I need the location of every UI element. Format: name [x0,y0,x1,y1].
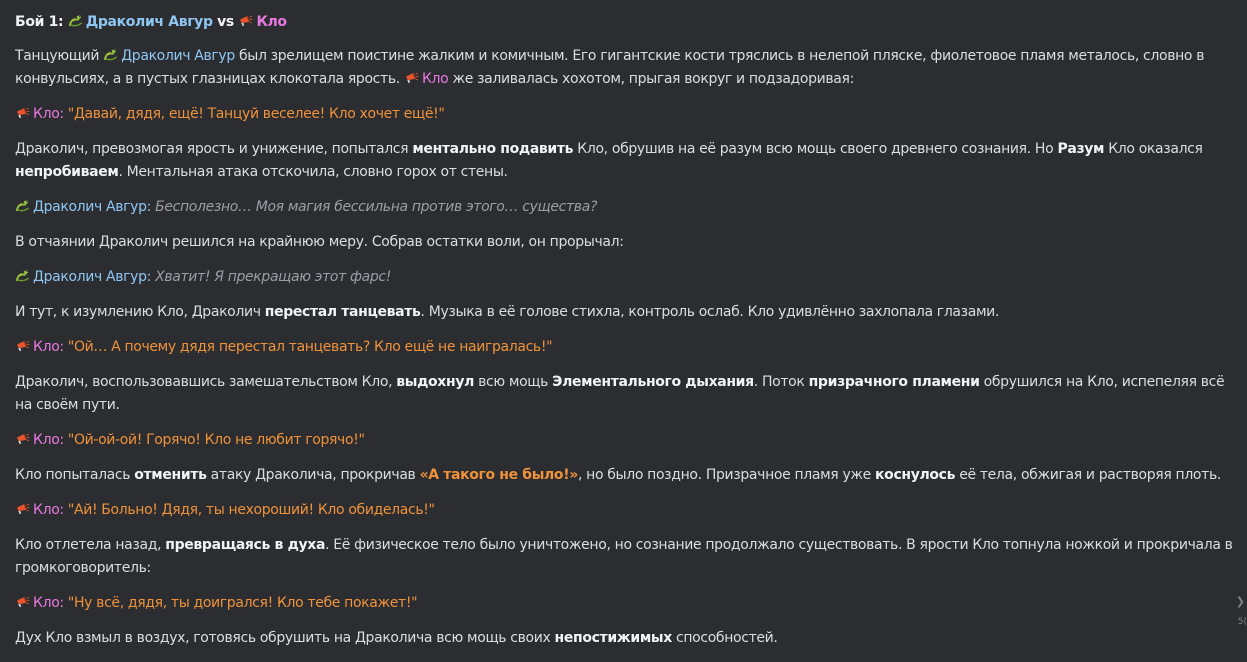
dracolich-name: Драколич Авгур [121,48,235,64]
klo-dialogue-line [15,103,1235,126]
text: . Поток [753,374,809,390]
text: . Её физическое тело было уничтожено, но сознание продолжало существовать. В ярости Кло топнула ножкой и прокричала в громкоговоритель: [15,537,1233,576]
klo-quote: "Ой-ой-ой! Горячо! Кло не любит горячо!" [67,432,365,448]
megaphone-icon [15,106,30,119]
dracolich-thought-line [15,266,1235,289]
klo-name: Кло [256,14,287,30]
chat-message-content [15,11,1235,662]
bold-text: отменить [134,467,207,483]
narration-paragraph [15,534,1235,580]
bold-text: коснулось [875,467,956,483]
klo-speaker: Кло [33,502,60,518]
megaphone-icon [15,432,30,445]
narration-paragraph [15,464,1235,487]
dragon-icon [15,269,30,282]
dragon-icon [103,48,118,61]
text: Кло попыталась [15,467,135,483]
narration-paragraph [15,627,1235,650]
text: Драколич, воспользовавшись замешательством Кло, [15,374,397,390]
bold-text: непробиваем [15,164,119,180]
megaphone-icon [15,502,30,515]
dracolich-name: Драколич Авгур [85,14,213,30]
text: Драколич, превозмогая ярость и унижение, попытался [15,141,413,157]
text: атаку Драколича, прокричав [206,467,420,483]
klo-speaker: Кло [33,432,60,448]
colon: : [59,502,68,518]
text: И тут, к изумлению Кло, Драколич [15,304,265,320]
scroll-corner-indicator[interactable] [1235,592,1247,637]
dracolich-thought: Хватит! Я прекращаю этот фарс! [155,269,392,285]
text: . Музыка в её голове стихла, контроль ослаб. Кло удивлённо захлопала глазами. [420,304,1000,320]
text: Кло отлетела назад, [15,537,166,553]
corner-number: 5( [1237,617,1247,627]
dragon-icon [15,199,30,212]
klo-dialogue-line [15,336,1235,359]
text: был зрелищем поистине жалким и комичным. Его гигантские кости тряслись в нелепой пляске, фиолетовое пламя металось, словно в конвульсиях, а в пустых глазницах клокотала ярость. [15,48,1205,87]
klo-dialogue-line [15,499,1235,522]
bold-text: Элементального дыхания [552,374,754,390]
text: Танцующий [15,48,104,64]
text: всю мощь [474,374,553,390]
klo-speaker: Кло [33,339,60,355]
narration-paragraph [15,371,1235,417]
dracolich-thought-line [15,196,1235,219]
text: её тела, обжигая и растворяя плоть. [955,467,1221,483]
klo-dialogue-line [15,592,1235,615]
bold-text: перестал танцевать [264,304,421,320]
battle-title [15,11,1235,34]
megaphone-icon [404,71,419,84]
highlighted-shout: «А такого не было!» [419,467,578,483]
dracolich-speaker: Драколич Авгур [33,199,147,215]
klo-quote: "Ну всё, дядя, ты доигрался! Кло тебе покажет!" [67,595,418,611]
text: В отчаянии Драколич решился на крайнюю меру. Собрав остатки воли, он прорычал: [15,234,624,250]
colon: : [59,595,68,611]
bold-text: призрачного пламени [808,374,980,390]
bold-text: непостижимых [554,630,672,646]
klo-quote: "Ай! Больно! Дядя, ты нехороший! Кло обиделась!" [67,502,435,518]
colon: : [146,269,156,285]
text: способностей. [671,630,778,646]
narration-paragraph [15,231,1235,254]
text: же заливалась хохотом, прыгая вокруг и подзадоривая: [448,71,854,87]
klo-quote: "Давай, дядя, ещё! Танцуй веселее! Кло хочет ещё!" [67,106,445,122]
text: Кло, обрушив на её разум всю мощь своего древнего сознания. Но [573,141,1058,157]
bold-text: ментально подавить [412,141,574,157]
klo-name: Кло [421,71,449,87]
klo-dialogue-line [15,429,1235,452]
text: Кло оказался [1104,141,1203,157]
dragon-icon [68,14,83,27]
klo-speaker: Кло [33,595,60,611]
text: , но было поздно. Призрачное пламя уже [577,467,876,483]
bold-text: превращаясь в духа [165,537,326,553]
colon: : [59,339,68,355]
dracolich-speaker: Драколич Авгур [33,269,147,285]
text: . Ментальная атака отскочила, словно горох от стены. [118,164,508,180]
dracolich-thought: Бесполезно… Моя магия бессильна против этого… существа? [155,199,598,215]
megaphone-icon [15,339,30,352]
bold-text: Разум [1057,141,1105,157]
megaphone-icon [238,14,253,27]
chevron-right-icon[interactable]: ❯ [1235,595,1245,608]
text: обрушился на Кло, испепеляя всё на своём пути. [15,374,1225,413]
vs-label: vs [212,14,239,30]
narration-paragraph [15,138,1235,184]
colon: : [146,199,156,215]
narration-paragraph [15,301,1235,324]
text: Дух Кло взмыл в воздух, готовясь обрушить на Драколича всю мощь своих [15,630,555,646]
bold-text: выдохнул [396,374,474,390]
klo-quote: "Ой… А почему дядя перестал танцевать? Кло ещё не наигралась!" [67,339,553,355]
colon: : [59,432,68,448]
narration-paragraph [15,45,1235,91]
klo-speaker: Кло [33,106,60,122]
colon: : [59,106,68,122]
battle-title-label: Бой 1: [15,14,68,30]
megaphone-icon [15,595,30,608]
